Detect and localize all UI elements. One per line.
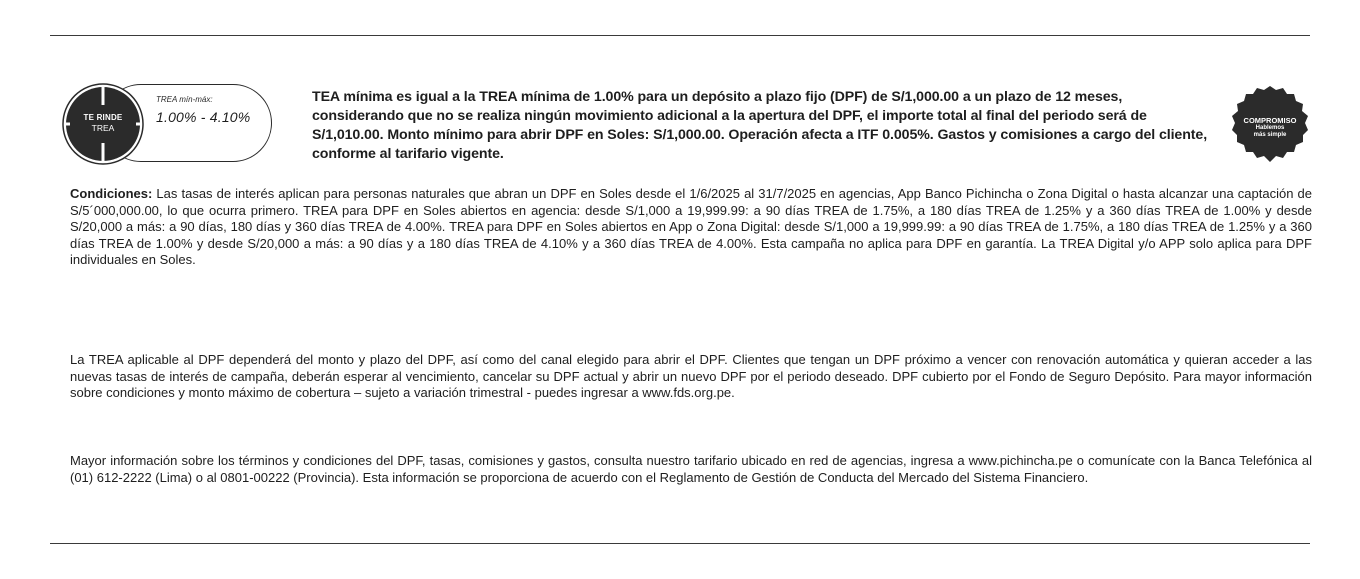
trea-badge — [62, 83, 277, 165]
conditions-paragraph — [70, 186, 1312, 269]
badge-subtitle: TREA — [91, 123, 115, 133]
trea-coverage-paragraph: La TREA aplicable al DPF dependerá del monto y plazo del DPF, así como del canal elegido para abrir el DPF. Clientes que tengan un DPF próximo a vencer con renovación automática y quieran acceder a las nuevas tasas de interés de campaña, deberán esperar al vencimiento, cancelar su DPF actual y abrir un nuevo DPF por el periodo deseado. DPF cubierto por el Fondo de Seguro Depósito. Para mayor información sobre condiciones y monto máximo de cobertura – sujeto a variación trimestral - puedes ingresar a www.fds.org.pe. — [70, 352, 1312, 400]
seal-subtitle: Hablemos más simple — [1253, 125, 1287, 138]
trea-range-value: 1.00% - 4.10% — [156, 109, 251, 125]
te-rinde-cross-icon — [62, 83, 144, 165]
conditions-label: Condiciones: — [70, 186, 153, 201]
tea-headline: TEA mínima es igual a la TREA mínima de 1.00% para un depósito a plazo fijo (DPF) de S/1,000.00 a un plazo de 12 meses, considerando que no se realiza ningún movimiento adicional a la apertura del DPF, el importe total al final del periodo será de S/1,010.00. Monto mínimo para abrir DPF en Soles: S/1,000.00. Operación afecta a ITF 0.005%. Gastos y comisiones a cargo del cliente, conforme al tarifario vigente. — [312, 89, 1208, 162]
badge-title: TE RINDE — [83, 113, 123, 122]
bottom-divider — [50, 543, 1310, 544]
more-info-paragraph: Mayor información sobre los términos y condiciones del DPF, tasas, comisiones y gastos, consulta nuestro tarifario ubicado en red de agencias, ingresa a www.pichincha.pe o comunícate con la Banca Telefónica al (01) 612-2222 (Lima) o al 0801-00222 (Provincia). Esta información se proporciona de acuerdo con el Reglamento de Gestión de Conducta del Mercado del Sistema Financiero. — [70, 453, 1312, 485]
conditions-text: Las tasas de interés aplican para personas naturales que abran un DPF en Soles desde el 1/6/2025 al 31/7/2025 en agencias, App Banco Pichincha o Zona Digital o hasta alcanzar una captación de S/5´000,000.00, lo que ocurra primero. TREA para DPF en Soles abiertos en agencia: desde S/1,000 a 19,999.99: a 90 días TREA de 1.75%, a 180 días TREA de 1.25% y a 360 días TREA de 1.00% y desde S/20,000 a más: a 90 días, 180 días y 360 días TREA de 4.00%. TREA para DPF en Soles abiertos en App o Zona Digital: desde S/1,000 a 19,999.99: a 90 días TREA de 1.75%, a 180 días TREA de 1.25% y a 360 días TREA de 1.00% y desde S/20,000 a más: a 90 días y a 180 días TREA de 4.10% y a 360 días TREA de 4.00%. Esta campaña no aplica para DPF en garantía. La TREA Digital y/o APP solo aplica para DPF individuales en Soles. — [70, 186, 1312, 267]
compromiso-seal-icon — [1230, 84, 1310, 164]
trea-range-label: TREA mín-máx: — [156, 95, 213, 104]
seal-title: COMPROMISO — [1243, 116, 1297, 125]
top-divider — [50, 35, 1310, 36]
